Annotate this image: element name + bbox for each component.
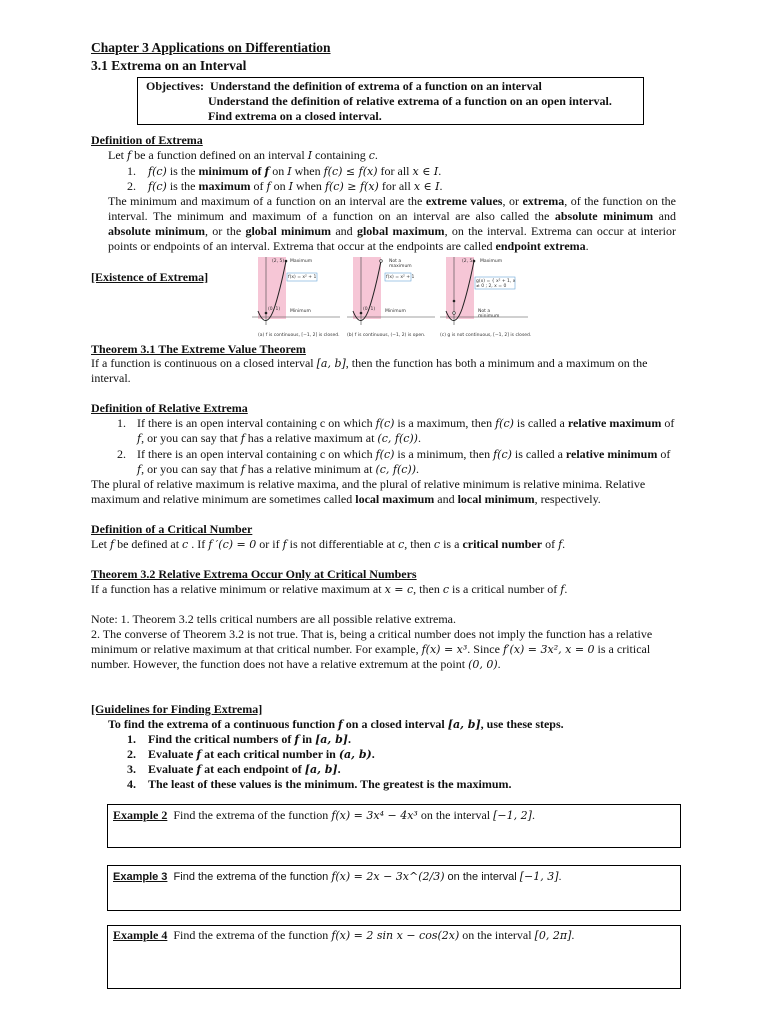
guideline-step-4: 4. The least of these values is the minimum. The greatest is the maximum. (127, 777, 512, 791)
guideline-step-2: 2. Evaluate f at each critical number in (a, b). (127, 747, 375, 761)
def-extrema-item-2: 2. f(c) is the maximum of f on I when f(c) ≥ f(x) for all x ∈ I. (127, 179, 443, 193)
note-paragraph-2: 2. The converse of Theorem 3.2 is not true. That is, being a critical number does not imply the function has a relative minimum or relative maximum at that critical number. For example, f(x) = x³. Since f′(x) = 3x², x = 0 is a critical number. However, the function does not have a relative extremum at the point (0, 0). (91, 627, 653, 671)
def-relative-item-1: If there is an open interval containing c on which f(c) is a maximum, then f(c) is called a relative maximum of f, or you can say that f has a relative maximum at (c, f(c)). (137, 416, 675, 445)
figure-a-graph (250, 255, 346, 341)
def-extrema-paragraph: The minimum and maximum of a function on an interval are the extreme values, or extrema, of the function on the interval. The minimum and maximum of a function on an interval are also called the absolute minimum and absolute minimum, or the global minimum and global maximum, on the interval. Extrema can occur at interior points or endpoints of an interval. Extrema that occur at the endpoints are called endpoint extrema. (108, 194, 677, 253)
def-critical-text: Let f be defined at c . If f ′(c) = 0 or if f is not differentiable at c, then c is a critical number of f. (91, 537, 566, 551)
heading-def-critical: Definition of a Critical Number (91, 522, 253, 536)
heading-existence: [Existence of Extrema] (91, 270, 209, 284)
heading-def-extrema: Definition of Extrema (91, 133, 203, 147)
example-2-text: Example 2 Find the extrema of the function f(x) = 3x⁴ − 4x³ on the interval [−1, 2]. (113, 808, 535, 822)
objective-item: Find extrema on a closed interval. (208, 109, 382, 123)
section-title: 3.1 Extrema on an Interval (91, 58, 247, 73)
heading-def-relative: Definition of Relative Extrema (91, 401, 248, 415)
heading-guidelines: [Guidelines for Finding Extrema] (91, 702, 263, 716)
objectives-label: Objectives: (146, 79, 204, 93)
example-3-text: Example 3 Find the extrema of the function f(x) = 2x − 3x^(2/3) on the interval [−1, 3]. (113, 870, 562, 883)
def-relative-item-2: If there is an open interval containing c on which f(c) is a minimum, then f(c) is called a relative minimum of f, or you can say that f has a relative minimum at (c, f(c)). (137, 447, 671, 476)
figure-c: (2, 5) Maximum g(x) = { x² + 1, x ≠ 0 ; 2, x = 0 Not a minimum (c) g is not continuous, [−1, 2] is closed. (438, 255, 534, 341)
heading-theorem-3-1: Theorem 3.1 The Extreme Value Theorem (91, 342, 306, 356)
guideline-step-1: 1. Find the critical numbers of f in [a, b]. (127, 732, 351, 746)
chapter-title: Chapter 3 Applications on Differentiation (91, 40, 331, 55)
def-relative-paragraph: The plural of relative maximum is relative maxima, and the plural of relative minimum is relative minima. Relative maximum and relative minimum are sometimes called local maximum and local minimum, respectively. (91, 477, 646, 506)
def-relative-num-1: 1. (117, 416, 126, 430)
figure-a: (2, 5) Maximum f(x) = x² + 1 (0, 1) Minimum (a) f is continuous, [−1, 2] is closed. (250, 255, 346, 341)
figure-c-graph (438, 255, 534, 341)
guideline-step-3: 3. Evaluate f at each endpoint of [a, b]. (127, 762, 341, 776)
figure-b: Not a maximum f(x) = x² + 1 (0, 1) Minimum (b) f is continuous, (−1, 2) is open. (345, 255, 441, 341)
objective-item: Understand the definition of extrema of a function on an interval (210, 79, 542, 93)
example-4-text: Example 4 Find the extrema of the function f(x) = 2 sin x − cos(2x) on the interval [0, 2π]. (113, 928, 575, 942)
def-extrema-intro: Let f be a function defined on an interval I containing c. (108, 148, 378, 162)
def-extrema-item-1: 1. f(c) is the minimum of f on I when f(c) ≤ f(x) for all x ∈ I. (127, 164, 442, 178)
objective-item: Understand the definition of relative extrema of a function on an open interval. (208, 94, 612, 108)
def-relative-num-2: 2. (117, 447, 126, 461)
note-line-1: Note: 1. Theorem 3.2 tells critical numbers are all possible relative extrema. (91, 612, 456, 626)
theorem-3-1-text: If a function is continuous on a closed interval [a, b], then the function has both a minimum and a maximum on the interval. (91, 356, 648, 385)
theorem-3-2-text: If a function has a relative minimum or relative maximum at x = c, then c is a critical number of f. (91, 582, 568, 596)
heading-theorem-3-2: Theorem 3.2 Relative Extrema Occur Only at Critical Numbers (91, 567, 417, 581)
guidelines-intro: To find the extrema of a continuous function f on a closed interval [a, b], use these steps. (108, 717, 564, 731)
